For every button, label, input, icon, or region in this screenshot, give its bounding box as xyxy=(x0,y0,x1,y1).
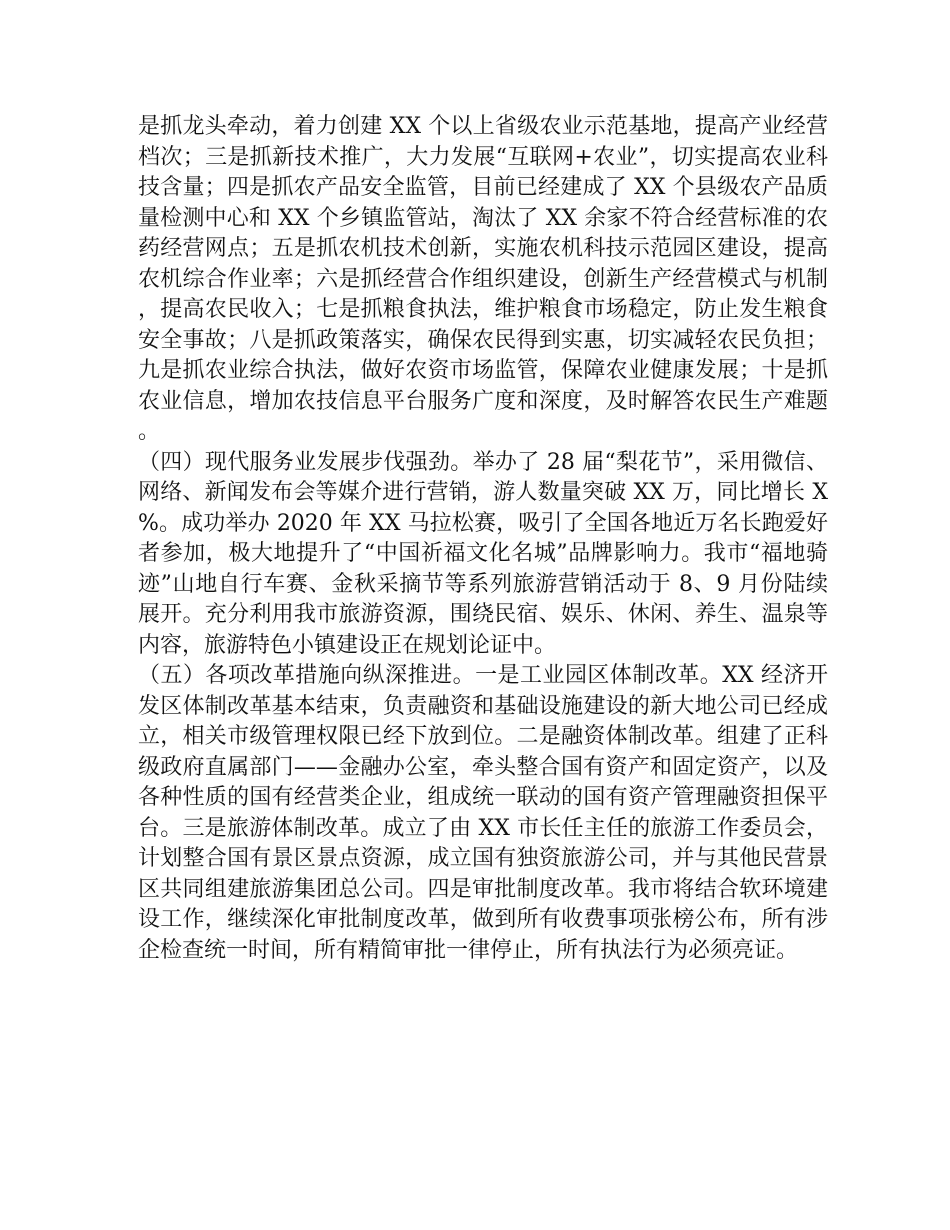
body-text xyxy=(138,112,828,966)
paragraph-service-industry: （四）现代服务业发展步伐强劲。举办了 28 届“梨花节”，采用微信、网络、新闻发布会等媒介进行营销，游人数量突破 XX 万，同比增长 X%。成功举办 2020 年 XX 马拉松赛，吸引了全国各地近万名长跑爱好者参加，极大地提升了“中国祈福文化名城”品牌影响力。我市“福地骑迹”山地自行车赛、金秋采摘节等系列旅游营销活动于 8、9 月份陆续展开。充分利用我市旅游资源，围绕民宿、娱乐、休闲、养生、温泉等内容，旅游特色小镇建设正在规划论证中。 xyxy=(138,449,828,658)
paragraph-reform-measures: （五）各项改革措施向纵深推进。一是工业园区体制改革。XX 经济开发区体制改革基本结束，负责融资和基础设施建设的新大地公司已经成立，相关市级管理权限已经下放到位。二是融资体制改革。组建了正科级政府直属部门——金融办公室，牵头整合国有资产和固定资产，以及各种性质的国有经营类企业，组成统一联动的国有资产管理融资担保平台。三是旅游体制改革。成立了由 XX 市长任主任的旅游工作委员会，计划整合国有景区景点资源，成立国有独资旅游公司，并与其他民营景区共同组建旅游集团总公司。四是审批制度改革。我市将结合软环境建设工作，继续深化审批制度改革，做到所有收费事项张榜公布，所有涉企检查统一时间，所有精简审批一律停止，所有执法行为必须亮证。 xyxy=(138,663,828,963)
paragraph-agriculture-measures: 是抓龙头牵动，着力创建 XX 个以上省级农业示范基地，提高产业经营档次；三是抓新技术推广，大力发展“互联网+农业”，切实提高农业科技含量；四是抓农产品安全监管，目前已经建成了 XX 个县级农产品质量检测中心和 XX 个乡镇监管站，淘汰了 XX 余家不符合经营标准的农药经营网点；五是抓农机技术创新，实施农机科技示范园区建设，提高农机综合作业率；六是抓经营合作组织建设，创新生产经营模式与机制，提高农民收入；七是抓粮食执法，维护粮食市场稳定，防止发生粮食安全事故；八是抓政策落实，确保农民得到实惠，切实减轻农民负担；九是抓农业综合执法，做好农资市场监管，保障农业健康发展；十是抓农业信息，增加农技信息平台服务广度和深度，及时解答农民生产难题。 xyxy=(138,114,828,444)
